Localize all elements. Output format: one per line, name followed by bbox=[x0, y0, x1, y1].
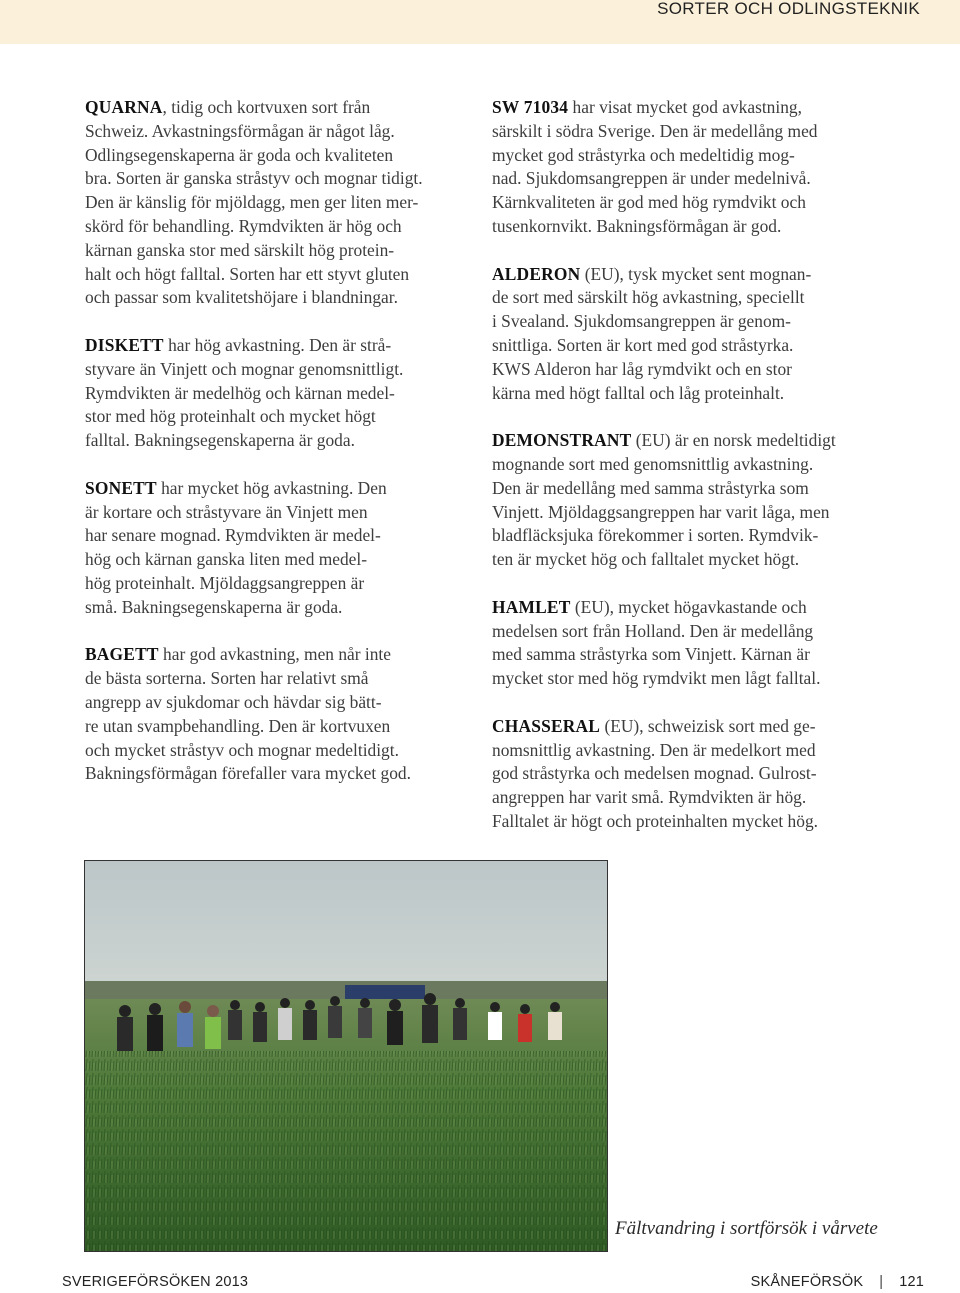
variety-description: (EU), schweizisk sort med ge- nomsnittlig avkastning. Den är medelkort med god stråstyrka och medelsen mognad. Gulrost- angreppen har varit små. Rymdvikten är hög. Falltalet är högt och proteinhalten mycket hög. bbox=[492, 715, 818, 831]
variety-entry-chasseral bbox=[492, 715, 892, 834]
variety-entry-bagett bbox=[85, 643, 455, 786]
left-column bbox=[85, 96, 455, 810]
variety-description: , tidig och kortvuxen sort från Schweiz. Avkastningsförmågan är något låg. Odlingsegenskaperna är goda och kvaliteten bra. Sorten är ganska stråstyv och mognar tidigt. Den är känslig för mjöldagg, men ger liten mer- skörd för behandling. Rymdvikten är hög och kärnan ganska stor med särskilt hög protein- halt och högt falltal. Sorten har ett styvt gluten och passar som kvalitetshöjare i blandningar. bbox=[85, 97, 423, 308]
page-number: 121 bbox=[899, 1274, 924, 1290]
variety-name: QUARNA bbox=[85, 97, 163, 117]
field-photo-illustration bbox=[85, 861, 607, 1251]
variety-name: HAMLET bbox=[492, 596, 571, 617]
variety-entry-sw71034 bbox=[492, 96, 892, 239]
variety-name: SW 71034 bbox=[492, 97, 569, 117]
variety-name: DISKETT bbox=[85, 334, 164, 355]
variety-entry-sonett bbox=[85, 477, 455, 620]
variety-name: DEMONSTRANT bbox=[492, 430, 632, 451]
variety-entry-quarna bbox=[85, 96, 455, 310]
variety-name: SONETT bbox=[85, 477, 157, 498]
variety-name: CHASSERAL bbox=[492, 715, 601, 736]
variety-entry-alderon bbox=[492, 263, 892, 406]
variety-description: (EU) är en norsk medeltidigt mognande sort med genomsnittlig avkastning. Den är medellång med samma stråstyrka som Vinjett. Mjöldaggsangreppen har varit låga, men bladfläcksjuka förekommer i sorten. Rymdvik- ten är mycket hög och falltalet mycket högt. bbox=[492, 430, 836, 570]
variety-name: BAGETT bbox=[85, 644, 159, 665]
section-title: SORTER OCH ODLINGSTEKNIK bbox=[657, 0, 920, 18]
field-photo bbox=[84, 860, 608, 1252]
right-column bbox=[492, 96, 892, 858]
variety-entry-demonstrant bbox=[492, 429, 892, 572]
variety-name: ALDERON bbox=[492, 263, 581, 284]
variety-description: har visat mycket god avkastning, särskilt i södra Sverige. Den är medellång med mycket god stråstyrka och medeltidig mog- nad. Sjukdomsangreppen är under medelnivå. Kärnkvaliteten är god med hög rymdvikt och tusenkornvikt. Bakningsförmågan är god. bbox=[492, 97, 818, 236]
footer-separator: | bbox=[879, 1274, 884, 1290]
header-band bbox=[0, 0, 960, 44]
variety-description: (EU), mycket högavkastande och medelsen sort från Holland. Den är medellång med samma stråstyrka som Vinjett. Kärnan är mycket stor med hög rymdvikt men lågt falltal. bbox=[492, 596, 821, 689]
variety-description: har mycket hög avkastning. Den är kortare och stråstyvare än Vinjett men har senare mognad. Rymdvikten är medel- hög och kärnan ganska liten med medel- hög proteinhalt. Mjöldaggsangreppen är små. Bakningsegenskaperna är goda. bbox=[85, 477, 387, 617]
footer-right bbox=[751, 1274, 924, 1290]
footer-publication: SVERIGEFÖRSÖKEN 2013 bbox=[62, 1274, 249, 1290]
photo-caption: Fältvandring i sortförsök i vårvete bbox=[615, 1218, 878, 1239]
variety-entry-diskett bbox=[85, 334, 455, 453]
variety-description: (EU), tysk mycket sent mognan- de sort med särskilt hög avkastning, speciellt i Svealand. Sjukdomsangreppen är genom- snittliga. Sorten är kort med god stråstyrka. KWS Alderon har låg rymdvikt och en stor kärna med högt falltal och låg proteinhalt. bbox=[492, 263, 812, 403]
variety-description: har god avkastning, men når inte de bästa sorterna. Sorten har relativt små angrepp av sjukdomar och hävdar sig bätt- re utan svampbehandling. Den är kortvuxen och mycket stråstyv och mognar medeltidigt. Bakningsförmågan förefaller vara mycket god. bbox=[85, 644, 411, 784]
variety-description: har hög avkastning. Den är strå- styvare än Vinjett och mognar genomsnittligt. Rymdvikten är medelhög och kärnan medel- stor med hög proteinhalt och mycket högt falltal. Bakningsegenskaperna är goda. bbox=[85, 334, 404, 451]
variety-entry-hamlet bbox=[492, 596, 892, 691]
footer-section: SKÅNEFÖRSÖK bbox=[750, 1274, 864, 1290]
